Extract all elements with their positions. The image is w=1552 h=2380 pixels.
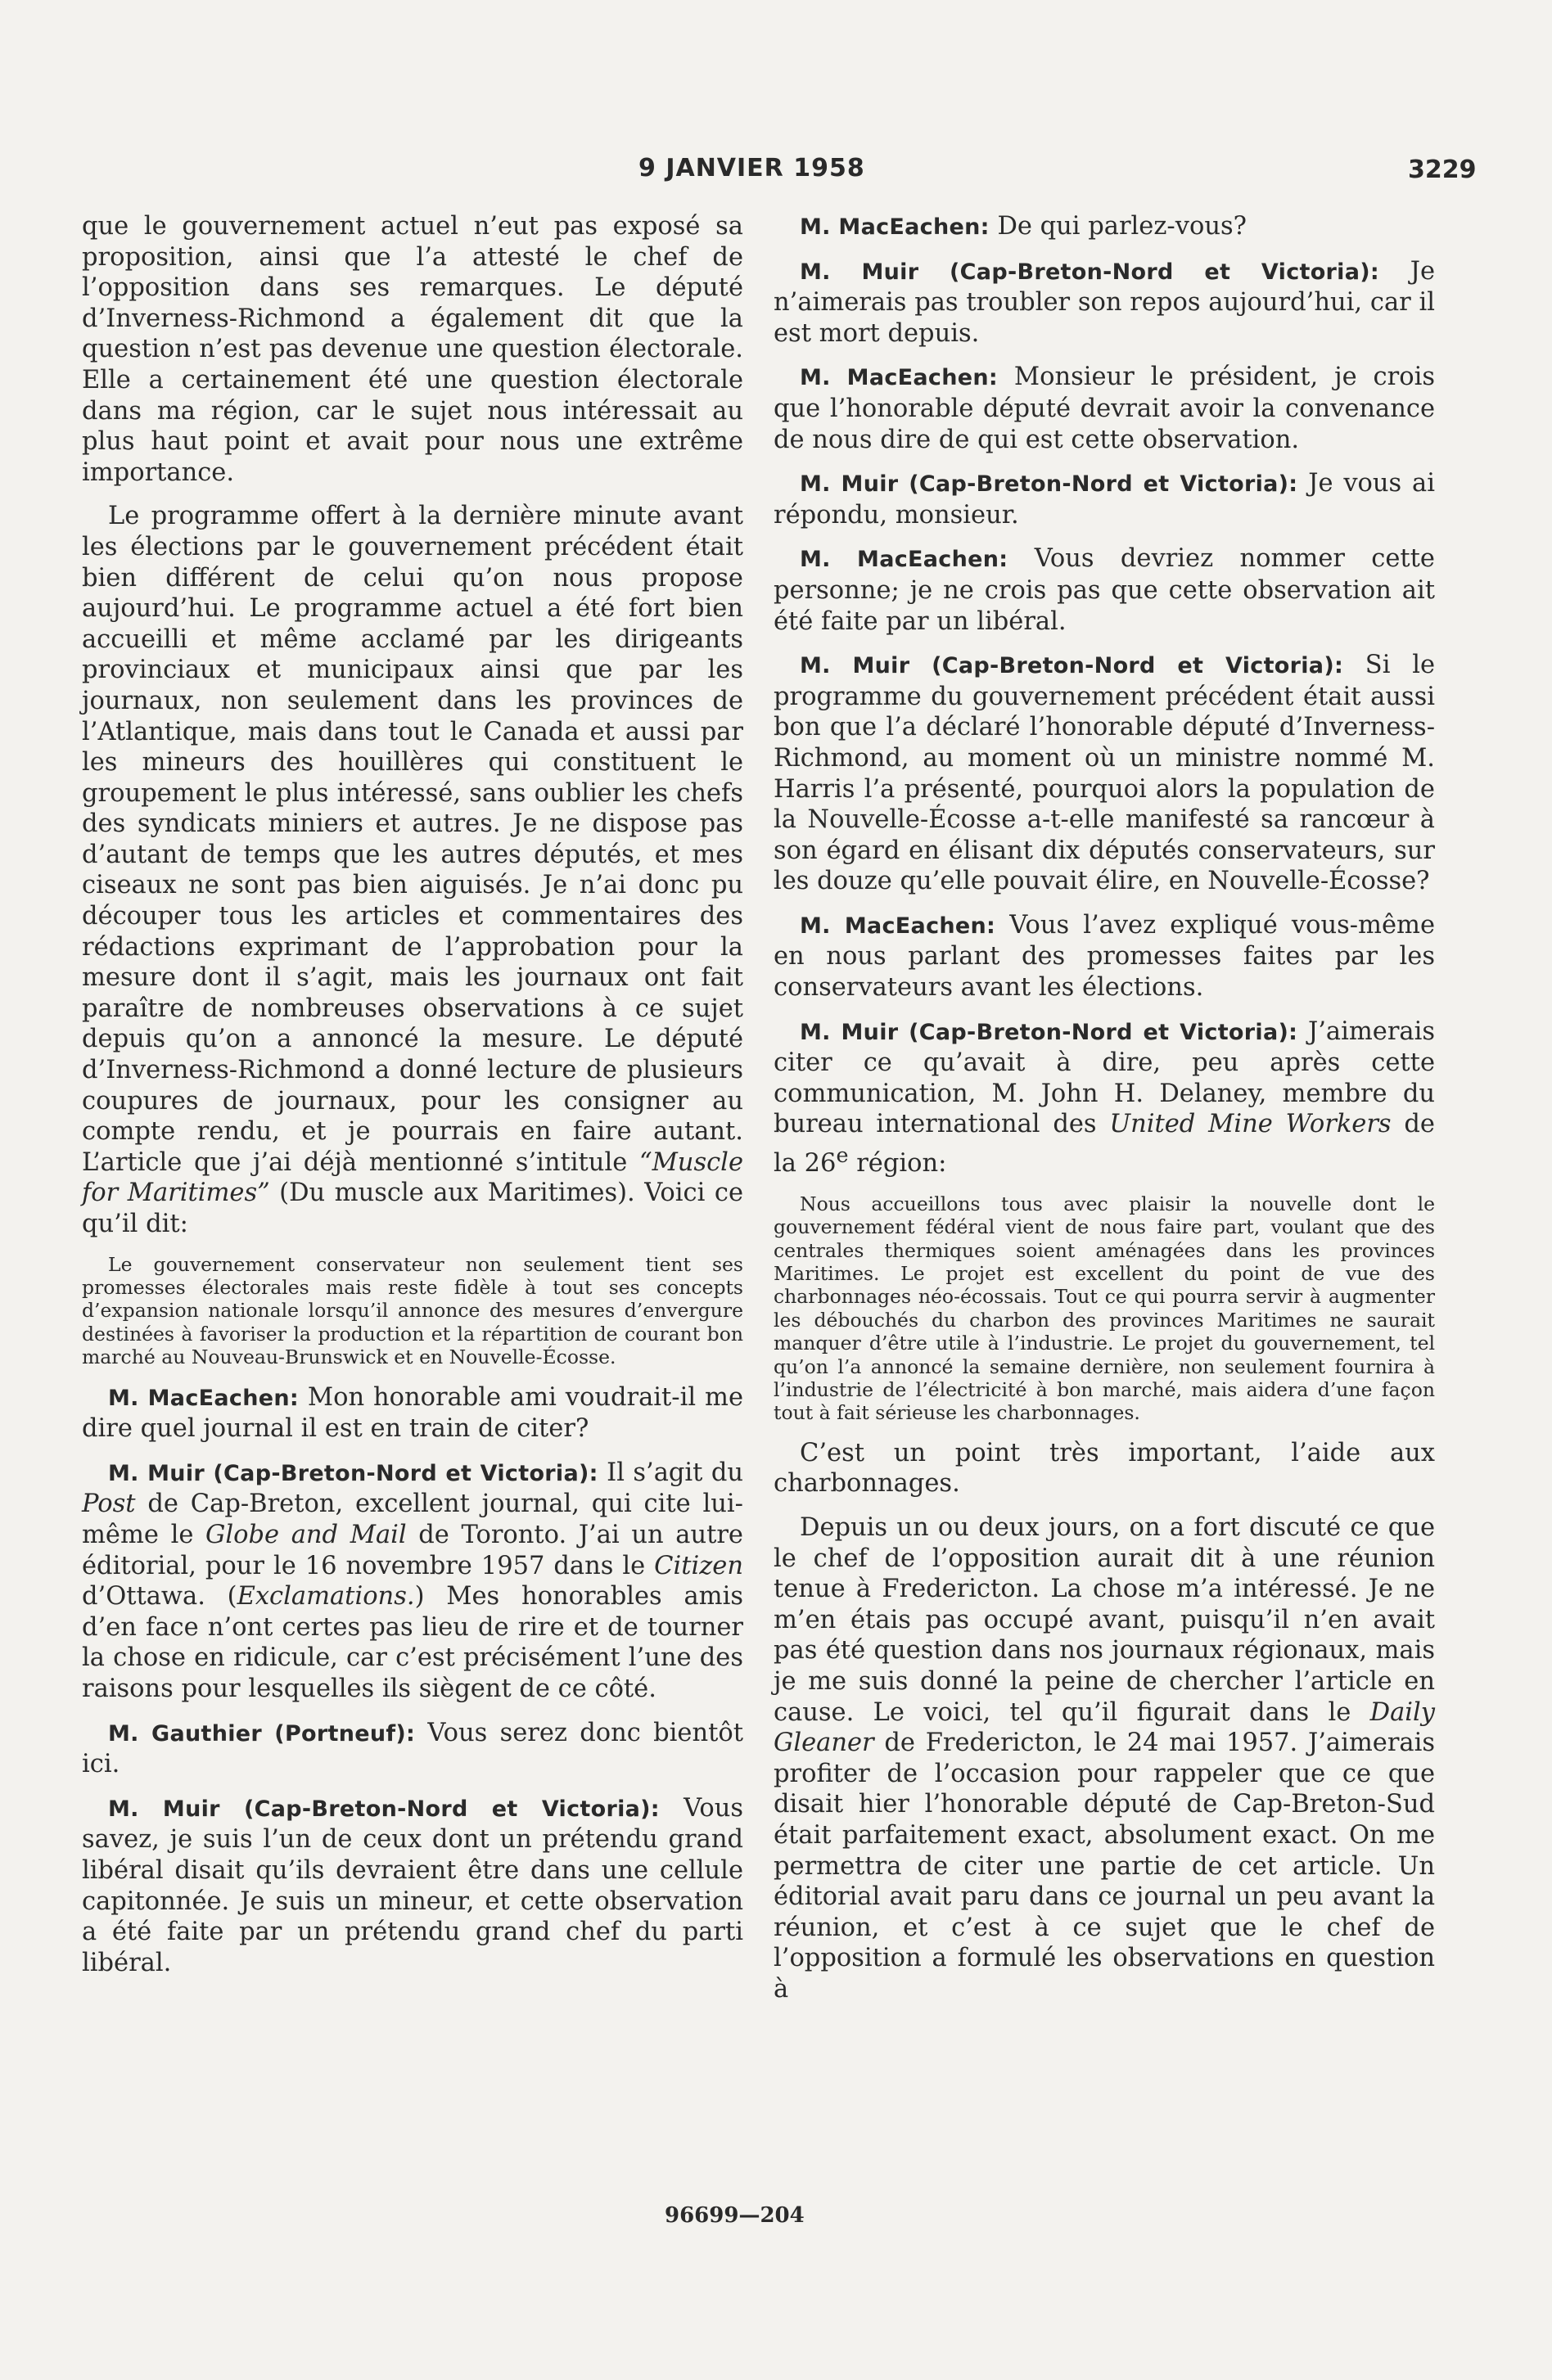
print-code: 96699—204 (665, 2203, 805, 2228)
speech-text: Il s’agit du (598, 1458, 744, 1487)
speaker-name: M. Muir (Cap-Breton-Nord et Victoria): (108, 1460, 598, 1486)
speech (82, 1718, 743, 1780)
paragraph-text: (Du muscle aux Maritimes). Voici ce qu’il dit: (82, 1179, 743, 1238)
speech-text: J’aimerais citer ce qu’avait à dire, peu après cette communication, M. John H. Delaney, membre du bureau international des (774, 1016, 1436, 1139)
speaker-name: M. Muir (Cap-Breton-Nord et Victoria): (800, 653, 1344, 679)
quotation: Le gouvernement conservateur non seulement tient ses promesses électorales mais reste fidèle à tout ses concepts d’expansion nationale lorsqu’il annonce des mesures d’envergure destinées à favoriser la production et la répartition de courant bon marché au Nouveau-Brunswick et en Nouvelle-Écosse. (82, 1252, 743, 1369)
speaker-name: M. MacEachen: (800, 913, 996, 939)
speech (774, 211, 1435, 243)
speech-text: Vous serez donc bientôt ici. (82, 1718, 743, 1779)
speech-text: de Toronto. J’ai un autre éditorial, pour le 16 novembre 1957 dans le (82, 1521, 743, 1580)
speaker-name: M. Muir (Cap-Breton-Nord et Victoria): (800, 471, 1298, 498)
organization-name: United Mine Workers (1109, 1110, 1392, 1139)
paragraph-text: de Fredericton, le 24 mai 1957. J’aimerais profiter de l’occasion pour rappeler que ce que disait hier l’honorable député de Cap-Breton-Sud était parfaitement exact, absolument exact. On me permettra de citer une partie de cet article. Un éditorial avait paru dans ce journal un peu avant la réunion, et c’est à ce sujet que le chef de l’opposition a formulé les observations en question à (774, 1729, 1435, 2004)
ordinal-suffix: e (836, 1143, 849, 1168)
stage-direction: Exclamations. (237, 1582, 415, 1611)
speech (82, 1458, 743, 1705)
speaker-name: M. Muir (Cap-Breton-Nord et Victoria): (800, 1019, 1298, 1045)
speech (774, 650, 1435, 897)
speech-text: Vous savez, je suis l’un de ceux dont un prétendu grand libéral disait qu’ils devraient être dans une cellule capitonnée. Je suis un mineur, et cette observation a été faite par un prétendu grand chef du parti libéral. (82, 1793, 743, 1977)
paragraph (82, 501, 743, 1239)
speech (82, 1382, 743, 1445)
speech-text: Je vous ai répondu, monsieur. (774, 469, 1435, 530)
speech-text: région: (848, 1149, 947, 1179)
speech-text: de Cap-Breton, excellent journal, qui cite lui-même le (82, 1490, 743, 1549)
newspaper-name: Post (82, 1490, 136, 1519)
header-date: 9 JANVIER 1958 (638, 154, 865, 183)
speaker-name: M. MacEachen: (800, 214, 990, 240)
speech-text: Vous devriez nommer cette personne; je ne crois pas que cette observation ait été faite par un libéral. (774, 544, 1435, 636)
page-number: 3229 (1408, 156, 1477, 184)
paragraph: que le gouvernement actuel n’eut pas exposé sa proposition, ainsi que l’a attesté le chef de l’opposition dans ses remarques. Le député d’Inverness-Richmond a également dit que la question n’est pas devenue une question électorale. Elle a certainement été une question électorale dans ma région, car le sujet nous intéressait au plus haut point et avait pour nous une extrême importance. (82, 212, 743, 487)
article-title: “Muscle for Maritimes” (82, 1147, 743, 1208)
speech (774, 468, 1435, 530)
speech-text: de la 26 (774, 1110, 1435, 1179)
speech (774, 1016, 1435, 1179)
newspaper-name: Daily Gleaner (774, 1697, 1435, 1758)
speaker-name: M. Muir (Cap-Breton-Nord et Victoria): (800, 259, 1379, 285)
paragraph-text: Depuis un ou deux jours, on a fort discuté ce que le chef de l’opposition aurait dit à une réunion tenue à Fredericton. La chose m’a intéressé. Je ne m’en étais pas occupé avant, puisqu’il n’en avait pas été question dans nos journaux régionaux, mais je me suis donné la peine de chercher l’article en cause. Le voici, tel qu’il figurait dans le (774, 1513, 1435, 1727)
paragraph: C’est un point très important, l’aide aux charbonnages. (774, 1438, 1435, 1499)
speech (774, 362, 1435, 455)
speech-text: Monsieur le président, je crois que l’honorable député devrait avoir la convenance de nous dire de qui est cette observation. (774, 363, 1435, 454)
speech (774, 543, 1435, 637)
newspaper-name: Citizen (654, 1551, 743, 1580)
speech (774, 256, 1435, 349)
paragraph-text: Le programme offert à la dernière minute avant les élections par le gouvernement précédent était bien différent de celui qu’on nous propose aujourd’hui. Le programme actuel a été fort bien accueilli et même acclamé par les dirigeants provinciaux et municipaux ainsi que par les journaux, non seulement dans les provinces de l’Atlantique, mais dans tout le Canada et aussi par les mineurs des houillères qui constituent le groupement le plus intéressé, sans oublier les chefs des syndicats miniers et autres. Je ne dispose pas d’autant de temps que les autres députés, et mes ciseaux ne sont pas bien aiguisés. Je n’ai donc pu découper tous les articles et commentaires des rédactions exprimant de l’approbation pour la mesure dont il s’agit, mais les journaux ont fait paraître de nombreuses observations à ce sujet depuis qu’on a annoncé la mesure. Le député d’Inverness-Richmond a donné lecture de plusieurs coupures de journaux, pour les consigner au compte rendu, et je pourrais en faire autant. L’article que j’ai déjà mentionné s’intitule (82, 502, 743, 1177)
speaker-name: M. Muir (Cap-Breton-Nord et Victoria): (108, 1796, 660, 1822)
left-column (82, 211, 743, 1991)
speaker-name: M. Gauthier (Portneuf): (108, 1720, 416, 1747)
speech-text: Si le programme du gouvernement précédent était aussi bon que l’a déclaré l’honorable député d’Inverness-Richmond, au moment où un ministre nommé M. Harris l’a présenté, pourquoi alors la population de la Nouvelle-Écosse a-t-elle manifesté sa rancœur à son égard en élisant dix députés conservateurs, sur les douze qu’elle pouvait élire, en Nouvelle-Écosse? (774, 651, 1436, 896)
speaker-name: M. MacEachen: (800, 365, 998, 391)
right-column (774, 211, 1435, 2018)
speech-text: Vous l’avez expliqué vous-même en nous parlant des promesses faites par les conservateurs avant les élections. (774, 910, 1435, 1003)
page-header (0, 154, 1552, 187)
speech (774, 910, 1435, 1003)
speech-text: d’Ottawa. ( (82, 1582, 237, 1611)
newspaper-name: Globe and Mail (205, 1521, 407, 1549)
paragraph (774, 1512, 1435, 2005)
speech-text: ) Mes honorables amis d’en face n’ont certes pas lieu de rire et de tourner la chose en ridicule, car c’est précisément l’une des raisons pour lesquelles ils siègent de ce côté. (82, 1582, 743, 1703)
speech-text: Je n’aimerais pas troubler son repos aujourd’hui, car il est mort depuis. (774, 256, 1435, 348)
speaker-name: M. MacEachen: (108, 1385, 299, 1411)
speech-text: Mon honorable ami voudrait-il me dire quel journal il est en train de citer? (82, 1382, 743, 1444)
speaker-name: M. MacEachen: (800, 547, 1008, 573)
speech-text: De qui parlez-vous? (989, 212, 1247, 241)
quotation: Nous accueillons tous avec plaisir la nouvelle dont le gouvernement fédéral vient de nous faire part, voulant que des centrales thermiques soient aménagées dans les provinces Maritimes. Le projet est excellent du point de vue des charbonnages néo-écossais. Tout ce qui pourra servir à augmenter les débouchés du charbon des provinces Maritimes ne saurait manquer d’être utile à l’industrie. Le projet du gouvernement, tel qu’on l’a annoncé la semaine dernière, non seulement fournira à l’industrie de l’électricité à bon marché, mais aidera d’une façon tout à fait sérieuse les charbonnages. (774, 1192, 1435, 1425)
speech (82, 1793, 743, 1979)
